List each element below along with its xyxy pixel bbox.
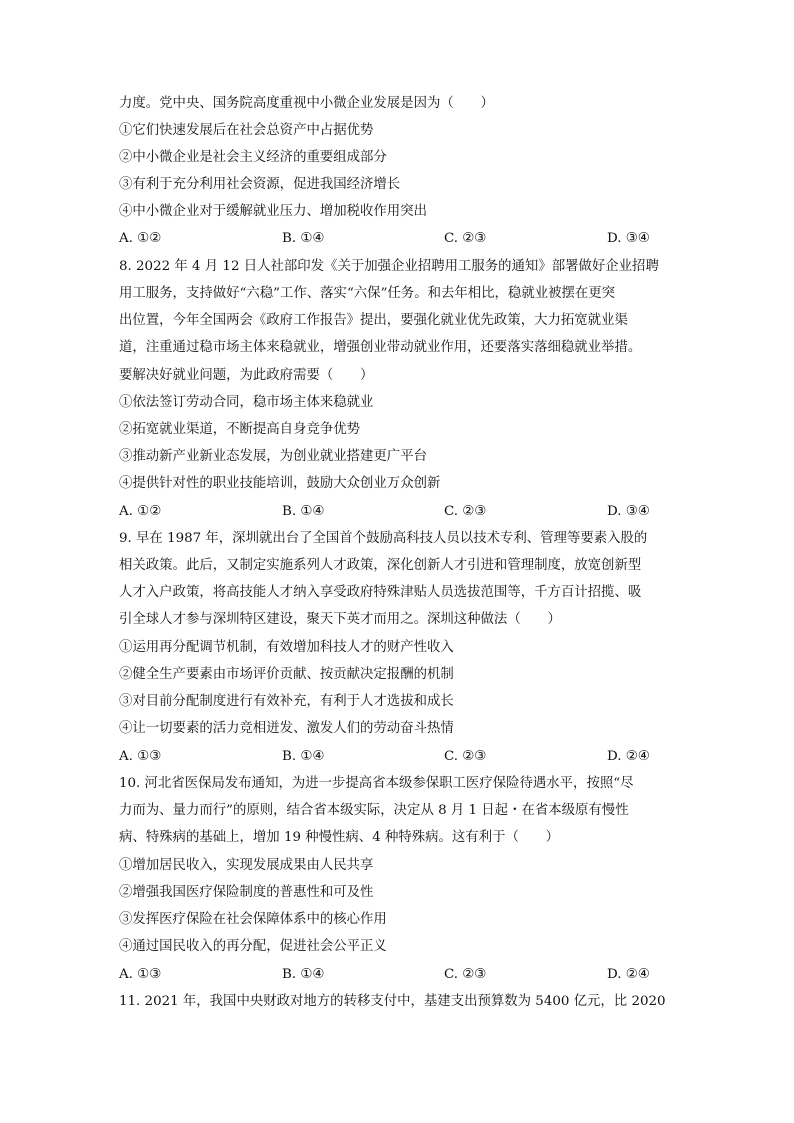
- q7-choice-a[interactable]: A. ①②: [119, 231, 162, 246]
- q9-stem-line-3: 人才入户政策，将高技能人才纳入享受政府特殊津贴人员选拔范围等，千方百计招揽、吸: [119, 585, 642, 600]
- q9-choice-d[interactable]: D. ②④: [607, 749, 650, 764]
- q9-option-1: ①运用再分配调节机制，有效增加科技人才的财产性收入: [119, 640, 454, 655]
- q7-choice-b[interactable]: B. ①④: [282, 231, 325, 246]
- q9-choice-c[interactable]: C. ②③: [444, 749, 487, 764]
- q8-stem-line-4: 道，注重通过稳市场主体来稳就业，增强创业带动就业作用，还要落实落细稳就业举措。: [119, 340, 642, 355]
- q8-choice-a[interactable]: A. ①②: [119, 504, 162, 519]
- q9-choice-a[interactable]: A. ①③: [119, 749, 162, 764]
- q10-choice-c[interactable]: C. ②③: [444, 967, 487, 982]
- q9-choices: [119, 747, 679, 767]
- q7-choice-c[interactable]: C. ②③: [444, 231, 487, 246]
- q8-choice-b[interactable]: B. ①④: [282, 504, 325, 519]
- q7-stem-line: 力度。党中央、国务院高度重视中小微企业发展是因为（ ）: [119, 96, 494, 111]
- q8-stem-line-1: 8. 2022 年 4 月 12 日人社部印发《关于加强企业招聘用工服务的通知》部署做好企业招聘: [119, 259, 659, 274]
- q9-stem-line-1: 9. 早在 1987 年，深圳就出台了全国首个鼓励高科技人员以技术专利、管理等要素入股的: [119, 531, 648, 546]
- q8-choice-c[interactable]: C. ②③: [444, 504, 487, 519]
- q10-option-1: ①增加居民收入，实现发展成果由人民共享: [119, 858, 374, 873]
- q7-option-4: ④中小微企业对于缓解就业压力、增加税收作用突出: [119, 204, 427, 219]
- q8-stem-line-3: 出位置，今年全国两会《政府工作报告》提出，要强化就业优先政策，大力拓宽就业渠: [119, 313, 628, 328]
- q7-option-1: ①它们快速发展后在社会总资产中占据优势: [119, 123, 374, 138]
- q8-option-2: ②拓宽就业渠道，不断提高自身竞争优势: [119, 422, 361, 437]
- q10-choice-d[interactable]: D. ②④: [607, 967, 650, 982]
- q7-option-2: ②中小微企业是社会主义经济的重要组成部分: [119, 150, 387, 165]
- q9-stem-line-2: 相关政策。此后，又制定实施系列人才政策，深化创新人才引进和管理制度，放宽创新型: [119, 558, 642, 573]
- q9-choice-b[interactable]: B. ①④: [282, 749, 325, 764]
- q10-choice-b[interactable]: B. ①④: [282, 967, 325, 982]
- q7-option-3: ③有利于充分利用社会资源，促进我国经济增长: [119, 177, 401, 192]
- q8-option-3: ③推动新产业新业态发展，为创业就业搭建更广平台: [119, 449, 427, 464]
- q8-stem-line-5: 要解决好就业问题，为此政府需要（ ）: [119, 368, 374, 383]
- q10-stem-line-2: 力而为、量力而行”的原则，结合省本级实际，决定从 8 月 1 日起・在省本级原有慢性: [119, 803, 629, 818]
- q10-option-2: ②增强我国医疗保险制度的普惠性和可及性: [119, 885, 374, 900]
- q8-choice-d[interactable]: D. ③④: [607, 504, 650, 519]
- q10-choice-a[interactable]: A. ①③: [119, 967, 162, 982]
- q7-choices: [119, 229, 679, 249]
- q9-option-3: ③对目前分配制度进行有效补充，有利于人才选拔和成长: [119, 694, 454, 709]
- q10-option-3: ③发挥医疗保险在社会保障体系中的核心作用: [119, 912, 387, 927]
- q8-stem-line-2: 用工服务，支持做好“六稳”工作、落实“六保”任务。和去年相比，稳就业被摆在更突: [119, 286, 616, 301]
- q10-option-4: ④通过国民收入的再分配，促进社会公平正义: [119, 939, 387, 954]
- q9-option-4: ④让一切要素的活力竞相迸发、激发人们的劳动奋斗热情: [119, 721, 454, 736]
- q11-stem-line-1: 11. 2021 年，我国中央财政对地方的转移支付中，基建支出预算数为 5400 亿元，比 2020: [119, 994, 666, 1009]
- q9-option-2: ②健全生产要素由市场评价贡献、按贡献决定报酬的机制: [119, 667, 454, 682]
- q10-stem-line-3: 病、特殊病的基础上，增加 19 种慢性病、4 种特殊病。这有利于（ ）: [119, 830, 560, 845]
- q8-option-4: ④提供针对性的职业技能培训，鼓励大众创业万众创新: [119, 476, 441, 491]
- q7-choice-d[interactable]: D. ③④: [607, 231, 650, 246]
- q9-stem-line-4: 引全球人才参与深圳特区建设，聚天下英才而用之。深圳这种做法（ ）: [119, 612, 561, 627]
- q10-stem-line-1: 10. 河北省医保局发布通知，为进一步提高省本级参保职工医疗保险待遇水平，按照“尽: [119, 776, 634, 791]
- q8-choices: [119, 502, 679, 522]
- q8-option-1: ①依法签订劳动合同，稳市场主体来稳就业: [119, 395, 374, 410]
- q10-choices: [119, 965, 679, 985]
